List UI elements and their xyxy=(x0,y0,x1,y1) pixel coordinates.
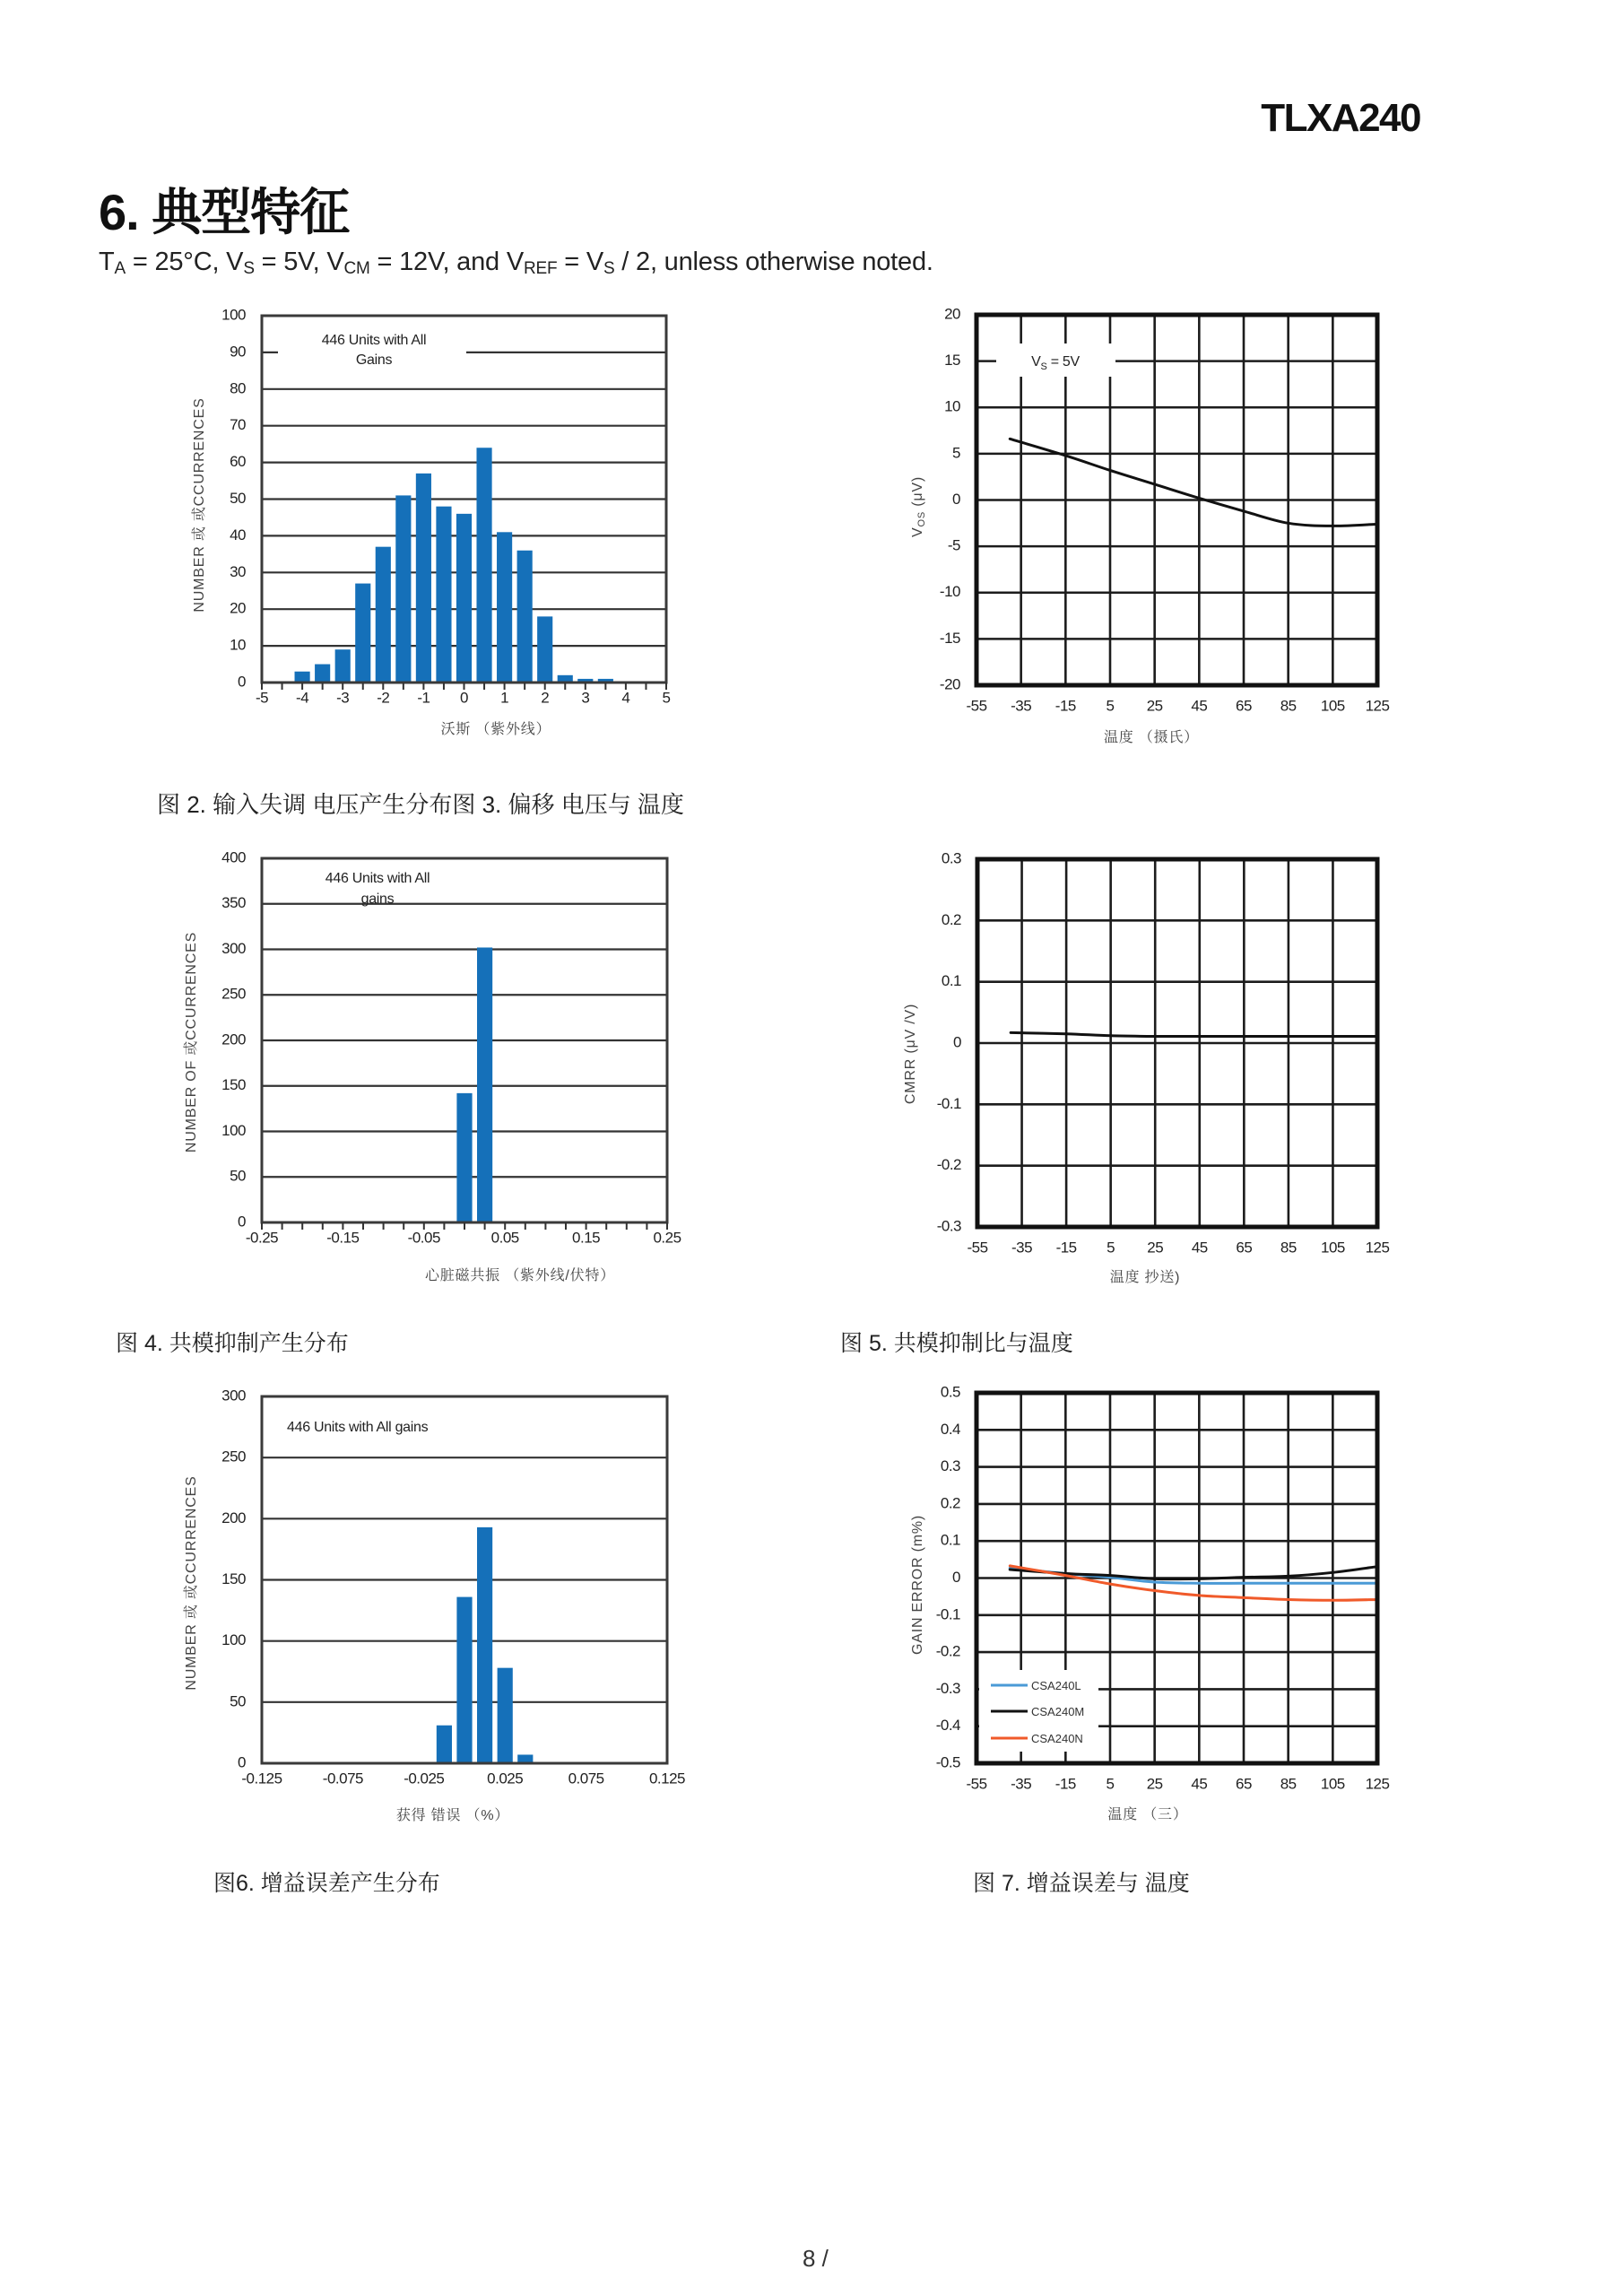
y-tick-label: 0 xyxy=(238,1213,246,1231)
x-tick-label: -1 xyxy=(417,689,430,707)
conditions-subscript: REF xyxy=(523,259,558,278)
x-tick-label: 0.15 xyxy=(572,1229,601,1247)
y-tick-label: 80 xyxy=(230,379,246,397)
annotation-text: gains xyxy=(360,891,395,907)
annotation-text: 446 Units with All xyxy=(321,333,427,348)
y-tick-label: 0 xyxy=(238,673,246,691)
y-tick-label: 0 xyxy=(953,1033,961,1051)
conditions-subscript: S xyxy=(603,259,615,278)
y-tick-label: 70 xyxy=(230,416,246,434)
histogram-bar xyxy=(436,507,451,683)
page-number: 8 / xyxy=(803,2245,829,2272)
conditions-text: = 5V, V xyxy=(254,248,344,276)
y-tick-label: -0.3 xyxy=(935,1679,960,1697)
annotation-text: 446 Units with All xyxy=(325,871,430,886)
x-tick-label: 0.125 xyxy=(648,1770,686,1787)
x-axis-title: 温度 抄送) xyxy=(1109,1270,1181,1286)
conditions-text: T xyxy=(99,248,115,276)
x-tick-label: 105 xyxy=(1320,1775,1345,1793)
chart-gain-error-distribution xyxy=(183,1387,685,1823)
caption-figure-7: 图 7. 增益误差与 温度 xyxy=(973,1871,1190,1896)
y-axis-title: CMRR (μV /V) xyxy=(903,1003,919,1105)
x-tick-label: -55 xyxy=(966,1775,987,1793)
x-tick-label: -35 xyxy=(1011,1239,1033,1257)
x-axis-title: 温度 （摄氏） xyxy=(1103,730,1200,746)
caption-figure-6: 图6. 增益误差产生分布 xyxy=(213,1871,440,1896)
y-tick-label: -0.3 xyxy=(936,1217,961,1235)
y-tick-label: 300 xyxy=(221,939,246,957)
y-tick-label: 100 xyxy=(221,1121,246,1139)
x-tick-label: 5 xyxy=(1107,1239,1115,1257)
x-tick-label: 125 xyxy=(1365,1239,1390,1257)
y-tick-label: 50 xyxy=(230,489,246,507)
x-tick-label: 65 xyxy=(1236,1239,1253,1257)
legend-label: CSA240M xyxy=(1031,1705,1085,1718)
y-axis-title: NUMBER OF 或CCURRENCES xyxy=(184,931,200,1153)
caption-figure-2-3: 图 2. 输入失调 电压产生分布图 3. 偏移 电压与 温度 xyxy=(157,791,684,818)
y-tick-label: 0 xyxy=(952,1568,960,1586)
x-tick-label: 25 xyxy=(1146,1775,1163,1793)
y-tick-label: 100 xyxy=(221,1631,246,1649)
conditions-subscript: S xyxy=(243,259,255,278)
y-tick-label: 350 xyxy=(221,894,246,912)
text-segment: (μV) xyxy=(910,476,926,512)
histogram-bar xyxy=(315,665,330,683)
x-tick-label: -0.15 xyxy=(326,1229,360,1247)
histogram-bar xyxy=(437,1726,452,1763)
x-tick-label: -2 xyxy=(377,689,390,707)
x-tick-label: -55 xyxy=(966,697,987,715)
x-tick-label: 5 xyxy=(1106,697,1115,715)
y-tick-label: 300 xyxy=(221,1387,246,1405)
conditions-text: = V xyxy=(557,248,603,276)
y-tick-label: 50 xyxy=(230,1692,246,1710)
conditions-text: / 2, unless otherwise noted. xyxy=(614,248,933,276)
y-tick-label: 30 xyxy=(230,562,246,580)
histogram-bar xyxy=(517,551,533,683)
y-tick-label: -20 xyxy=(939,675,960,693)
histogram-bar xyxy=(477,947,492,1222)
text-segment: V xyxy=(1031,354,1041,370)
x-tick-label: -0.05 xyxy=(407,1229,440,1247)
histogram-bar xyxy=(355,584,370,683)
y-tick-label: 5 xyxy=(952,444,960,462)
y-tick-label: -5 xyxy=(947,536,960,554)
subscript: OS xyxy=(916,511,927,527)
y-tick-label: 150 xyxy=(221,1570,246,1587)
x-tick-label: -35 xyxy=(1011,1775,1032,1793)
chart-offset-voltage-vs-temperature xyxy=(910,305,1389,745)
y-tick-label: 60 xyxy=(230,453,246,471)
y-tick-label: 250 xyxy=(221,1448,246,1465)
histogram-bar xyxy=(456,514,472,683)
x-tick-label: -55 xyxy=(967,1239,988,1257)
y-tick-label: 0.2 xyxy=(941,910,961,928)
x-tick-label: 85 xyxy=(1280,1239,1297,1257)
histogram-bar xyxy=(497,532,512,683)
y-tick-label: 0.1 xyxy=(941,972,961,990)
y-tick-label: 40 xyxy=(230,526,246,544)
product-name: TLXA240 xyxy=(1261,96,1420,140)
chart-cmrr-distribution xyxy=(183,848,681,1283)
x-tick-label: 0 xyxy=(460,689,468,707)
y-tick-label: 15 xyxy=(944,352,960,370)
x-tick-label: 0.05 xyxy=(490,1229,519,1247)
y-tick-label: 50 xyxy=(230,1167,246,1185)
x-tick-label: 0.075 xyxy=(568,1770,604,1787)
y-tick-label: 10 xyxy=(230,636,246,654)
annotation-text: 446 Units with All gains xyxy=(287,1420,429,1435)
x-tick-label: 1 xyxy=(500,689,509,707)
x-tick-label: -15 xyxy=(1055,1239,1077,1257)
caption-figure-5: 图 5. 共模抑制比与温度 xyxy=(840,1331,1073,1356)
y-tick-label: 0 xyxy=(238,1753,246,1771)
text-segment: V xyxy=(910,526,926,537)
y-tick-label: 0.2 xyxy=(940,1494,960,1512)
y-tick-label: 0.3 xyxy=(941,849,961,867)
x-tick-label: -0.025 xyxy=(404,1770,445,1787)
x-tick-label: 5 xyxy=(662,689,671,707)
chart-gain-error-vs-temperature xyxy=(910,1383,1389,1822)
histogram-bar xyxy=(477,1527,492,1763)
x-tick-label: 125 xyxy=(1365,697,1390,715)
y-tick-label: 200 xyxy=(221,1031,246,1048)
x-tick-label: -35 xyxy=(1011,697,1032,715)
conditions-text: = 25°C, V xyxy=(126,248,244,276)
y-tick-label: 0.4 xyxy=(940,1420,960,1438)
y-tick-label: -0.5 xyxy=(935,1753,960,1771)
x-axis-title: 获得 错误 （%） xyxy=(395,1808,510,1824)
y-tick-label: -15 xyxy=(939,629,960,647)
x-tick-label: 2 xyxy=(541,689,550,707)
x-tick-label: 105 xyxy=(1321,1239,1345,1257)
y-tick-label: 400 xyxy=(221,848,246,866)
chart-cmrr-vs-temperature xyxy=(903,849,1389,1285)
conditions-text: = 12V, and V xyxy=(369,248,524,276)
x-tick-label: -3 xyxy=(336,689,350,707)
x-tick-label: -5 xyxy=(255,689,269,707)
y-tick-label: 0.1 xyxy=(940,1531,960,1549)
y-axis-title xyxy=(910,476,927,537)
histogram-bar xyxy=(498,1668,513,1763)
x-tick-label: 5 xyxy=(1106,1775,1115,1793)
y-tick-label: 20 xyxy=(230,599,246,617)
x-axis-title: 沃斯 （紫外线） xyxy=(440,722,551,738)
y-axis-title: NUMBER 或 或CCURRENCES xyxy=(192,397,208,613)
subscript: S xyxy=(1040,361,1047,372)
x-tick-label: 65 xyxy=(1236,697,1252,715)
x-tick-label: 45 xyxy=(1191,1775,1208,1793)
y-tick-label: 200 xyxy=(221,1509,246,1526)
text-segment: = 5V xyxy=(1046,354,1080,370)
legend-label: CSA240L xyxy=(1031,1679,1081,1692)
x-tick-label: 0.25 xyxy=(653,1229,681,1247)
y-tick-label: 0 xyxy=(952,490,960,508)
y-tick-label: 10 xyxy=(944,397,960,415)
histogram-bar xyxy=(376,547,391,683)
histogram-bar xyxy=(537,616,552,683)
x-tick-label: 25 xyxy=(1146,697,1163,715)
caption-figure-4: 图 4. 共模抑制产生分布 xyxy=(116,1331,349,1356)
x-tick-label: 105 xyxy=(1320,697,1345,715)
y-axis-title: GAIN ERROR (m%) xyxy=(910,1515,926,1655)
y-tick-label: 0.3 xyxy=(940,1457,960,1475)
histogram-bar xyxy=(295,672,310,683)
x-tick-label: 85 xyxy=(1280,1775,1297,1793)
section-title: 6. 典型特征 xyxy=(99,184,350,240)
histogram-bar xyxy=(476,448,491,683)
x-tick-label: 3 xyxy=(581,689,590,707)
x-axis-title: 温度 （三） xyxy=(1107,1807,1188,1823)
x-tick-label: 85 xyxy=(1280,697,1297,715)
histogram-bar xyxy=(416,474,431,683)
x-tick-label: -0.25 xyxy=(245,1229,279,1247)
x-tick-label: 4 xyxy=(621,689,630,707)
histogram-bar xyxy=(335,649,351,683)
histogram-bar xyxy=(395,495,411,683)
chart-input-offset-voltage-distribution xyxy=(191,306,670,737)
legend-label: CSA240N xyxy=(1031,1732,1083,1745)
y-tick-label: -0.2 xyxy=(935,1642,960,1660)
y-tick-label: -10 xyxy=(939,583,960,601)
x-tick-label: -4 xyxy=(296,689,309,707)
x-tick-label: 25 xyxy=(1147,1239,1164,1257)
x-axis-title: 心脏磁共振 （紫外线/伏特） xyxy=(424,1268,616,1284)
y-tick-label: 250 xyxy=(221,985,246,1003)
x-tick-label: 45 xyxy=(1191,697,1208,715)
x-tick-label: -0.125 xyxy=(241,1770,282,1787)
y-tick-label: 100 xyxy=(221,306,246,324)
x-tick-label: 45 xyxy=(1191,1239,1208,1257)
y-tick-label: -0.1 xyxy=(936,1094,961,1112)
histogram-bar xyxy=(456,1597,472,1763)
y-axis-title: NUMBER 或 或CCURRENCES xyxy=(184,1475,200,1691)
x-tick-label: 0.025 xyxy=(487,1770,524,1787)
y-tick-label: 0.5 xyxy=(940,1383,960,1401)
y-tick-label: 20 xyxy=(944,305,960,323)
y-tick-label: 90 xyxy=(230,343,246,361)
histogram-bar xyxy=(456,1093,472,1222)
y-tick-label: -0.1 xyxy=(935,1605,960,1623)
y-tick-label: 150 xyxy=(221,1076,246,1094)
x-tick-label: -15 xyxy=(1055,1775,1076,1793)
x-tick-label: 65 xyxy=(1236,1775,1252,1793)
y-tick-label: -0.4 xyxy=(935,1717,960,1735)
conditions-subscript: CM xyxy=(343,259,370,278)
x-tick-label: -15 xyxy=(1055,697,1076,715)
x-tick-label: 125 xyxy=(1365,1775,1390,1793)
y-tick-label: -0.2 xyxy=(936,1156,961,1174)
x-tick-label: -0.075 xyxy=(322,1770,364,1787)
conditions-subscript: A xyxy=(114,259,126,278)
annotation-text: Gains xyxy=(355,352,393,368)
